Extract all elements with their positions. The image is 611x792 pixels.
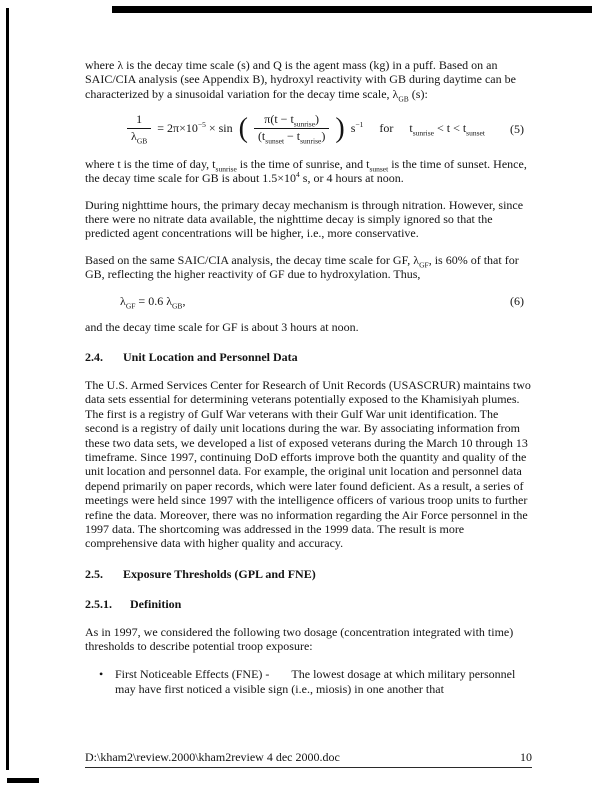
- section-number: 2.5.: [85, 566, 103, 581]
- subscript: GB: [136, 136, 148, 146]
- subscript: GF: [125, 301, 136, 311]
- subscript: sunrise: [300, 136, 322, 146]
- equation-term: [120, 293, 186, 311]
- bullet-fne: [85, 667, 532, 696]
- superscript: 4: [296, 170, 300, 180]
- bullet-icon: •: [99, 667, 104, 682]
- subscript: sunrise: [293, 119, 316, 129]
- fraction-sunrise-sunset: [254, 113, 329, 144]
- section-heading-2-5: [85, 567, 532, 581]
- text-run: − t: [284, 129, 301, 144]
- subscript: GB: [172, 301, 183, 311]
- equation-condition: [409, 121, 485, 138]
- footer: [85, 750, 532, 768]
- superscript: −1: [355, 120, 364, 130]
- text-run: λ: [120, 293, 126, 308]
- section-title: Definition: [130, 597, 182, 612]
- scan-artifact-left: [6, 8, 9, 770]
- equation-condition-keyword: for: [379, 121, 394, 136]
- subscript: sunrise: [215, 164, 237, 174]
- superscript: −5: [197, 120, 206, 130]
- section-title: Exposure Thresholds (GPL and FNE): [123, 566, 316, 581]
- subscript: sunset: [265, 136, 285, 146]
- fraction-numerator: 1: [136, 112, 143, 127]
- text-run: < t < t: [433, 121, 467, 136]
- text-run: is the time of sunset. Hence, the decay time scale for GB is about 1.5×10: [85, 156, 527, 186]
- text-run: where t is the time of day, t: [85, 156, 216, 171]
- paragraph-thresholds-intro: As in 1997, we considered the following two dosage (concentration integrated with time) thresholds to describe potential troop exposure:: [85, 624, 514, 653]
- text-run: ): [315, 112, 320, 127]
- text-run: s, or 4 hours at noon.: [299, 171, 404, 186]
- subscript: sunrise: [412, 128, 434, 138]
- subsection-heading-2-5-1: [85, 597, 532, 611]
- scan-artifact-top: [112, 6, 592, 13]
- section-number: 2.5.1.: [85, 597, 112, 612]
- paragraph-gf-decay: [85, 253, 532, 282]
- page-body: [85, 58, 532, 696]
- footer-path: D:\kham2\review.2000\kham2review 4 dec 2000.doc: [85, 750, 340, 764]
- equation-units: [351, 121, 364, 135]
- text-run: (s):: [408, 86, 428, 101]
- paragraph-gf-noon: and the decay time scale for GF is about 3 hours at noon.: [85, 320, 359, 335]
- subscript: GF: [419, 260, 429, 270]
- equation-6: [85, 293, 532, 311]
- bullet-text: The lowest dosage at which military personnel may have first noticed a visible sign (i.e., miosis) in one another that: [115, 667, 516, 696]
- bullet-label: First Noticeable Effects (FNE) -: [115, 667, 270, 682]
- text-run: (t: [257, 129, 266, 144]
- equation-term: [157, 121, 232, 135]
- text-run: s: [350, 121, 356, 136]
- fraction-one-over-lambda-gb: [127, 113, 151, 144]
- fraction-denominator: [254, 128, 329, 144]
- text-run: , is 60% of that for GB, reflecting the higher reactivity of GF due to hydroxylation. Thus,: [85, 252, 519, 282]
- paragraph-unit-location: The U.S. Armed Services Center for Research of Unit Records (USASCRUR) maintains two data sets essential for determining veterans potentially exposed to the Khamisiyah plumes. The first is a registry of Gulf War veterans with their Gulf War unit identification. The second is a registry of daily unit locations during the war. By associating information from these two data sets, we developed a list of exposed veterans during the March 10 through 13 timeframe. Since 1997, continuing DoD efforts improve both the quantity and quality of the unit location and personnel data. For example, the original unit location and personnel data depend primarily on paper records, which were later found deficient. As a result, a series of meetings were held since 1997 with the intelligence officers of various troop units to further refine the data. Moreover, there was no information regarding the Air Force personnel in the 1997 data. The shortcoming was addressed in the 1999 data. The result is more comprehensive data with higher quality and accuracy.: [85, 377, 531, 551]
- equation-5: [85, 113, 532, 144]
- section-heading-2-4: [85, 350, 532, 364]
- text-run: is the time of sunrise, and t: [236, 156, 370, 171]
- subscript: sunset: [466, 128, 485, 138]
- subscript: sunset: [369, 164, 389, 174]
- section-number: 2.4.: [85, 350, 103, 365]
- equation-6-number: (6): [510, 293, 524, 308]
- section-title: Unit Location and Personnel Data: [123, 350, 298, 365]
- text-run: = 2π×10: [157, 121, 198, 136]
- right-parenthesis: ): [335, 112, 345, 144]
- fraction-denominator: [127, 128, 151, 144]
- subscript: GB: [398, 94, 409, 104]
- paragraph-time-definitions: [85, 157, 532, 186]
- paragraph-nighttime-decay: During nighttime hours, the primary decay mechanism is through nitration. However, since there were no nitrate data available, the nighttime decay is simply ignored so that the predicted agent concentrations will be higher, i.e., more conservative.: [85, 197, 524, 241]
- text-run: × sin: [205, 121, 233, 136]
- left-parenthesis: (: [238, 112, 248, 144]
- text-run: = 0.6 λ: [135, 293, 173, 308]
- paragraph-decay-intro: [85, 58, 532, 104]
- text-run: λ: [131, 129, 137, 144]
- text-run: Based on the same SAIC/CIA analysis, the decay time scale for GF, λ: [85, 252, 420, 267]
- text-run: π(t − t: [264, 112, 294, 127]
- text-run: where λ is the decay time scale (s) and Q is the agent mass (kg) in a puff. Based on an SAIC/CIA analysis (see Appendix B), hydroxyl reactivity with GB during daytime can be characterized by a sinusoidal variation for the decay time scale, λ: [85, 58, 516, 101]
- text-run: t: [409, 121, 413, 136]
- text-run: ,: [182, 293, 186, 308]
- text-run: ): [321, 129, 326, 144]
- footer-page-number: 10: [520, 750, 532, 764]
- scan-artifact-bottom: [7, 778, 39, 783]
- equation-5-number: (5): [510, 121, 524, 136]
- fraction-numerator: [260, 113, 323, 128]
